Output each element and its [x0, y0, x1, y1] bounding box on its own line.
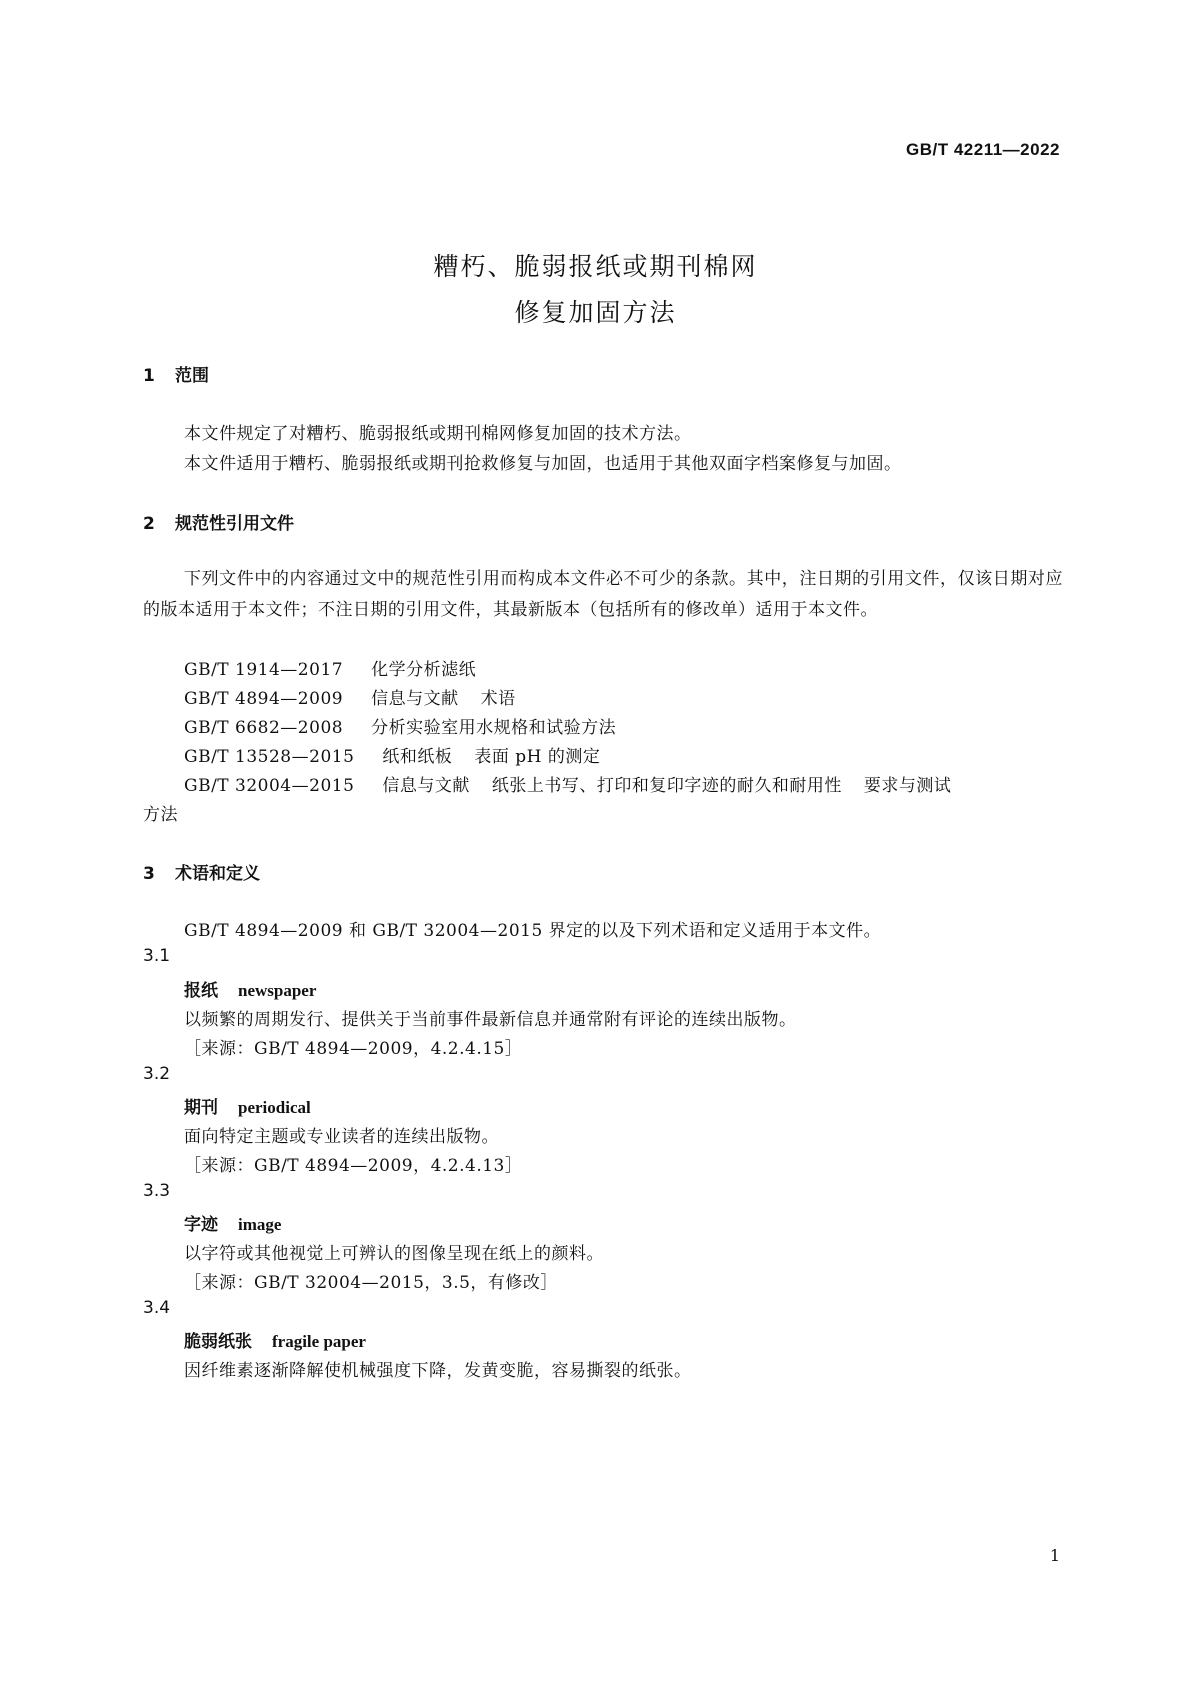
reference-title: 信息与文献 [382, 776, 470, 796]
term-number: 3.4 [143, 1298, 171, 1318]
reference-title-part: 术语 [480, 689, 516, 709]
reference-code: GB/T 1914—2017 [184, 660, 344, 680]
document-title [0, 244, 1191, 336]
section-1-para-2: 本文件适用于糟朽、脆弱报纸或期刊抢救修复与加固，也适用于其他双面字档案修复与加固。 [184, 454, 902, 474]
term-number: 3.1 [143, 946, 171, 966]
term-source: ［来源：GB/T 4894—2009，4.2.4.15］ [184, 1039, 523, 1059]
reference-title: 纸和纸板 [382, 747, 453, 767]
term-name-en: periodical [238, 1098, 311, 1117]
reference-code: GB/T 13528—2015 [184, 747, 355, 767]
normative-reference [184, 713, 616, 738]
reference-title: 化学分析滤纸 [371, 660, 477, 680]
term-definition: 以字符或其他视觉上可辨认的图像呈现在纸上的颜料。 [184, 1244, 604, 1264]
page-number: 1 [1049, 1546, 1060, 1565]
term-name [184, 1210, 281, 1235]
normative-reference [184, 742, 600, 767]
reference-code: GB/T 32004—2015 [184, 776, 355, 796]
section-3-heading [143, 859, 260, 884]
standard-code: GB/T 42211—2022 [906, 140, 1060, 159]
reference-title-part: 表面 pH 的测定 [474, 747, 601, 767]
section-2-intro: 下列文件中的内容通过文中的规范性引用而构成本文件必不可少的条款。其中，注日期的引用文件，仅该日期对应的版本适用于本文件；不注日期的引用文件，其最新版本（包括所有的修改单）适用于本文件。 [143, 569, 1063, 620]
reference-code: GB/T 4894—2009 [184, 689, 344, 709]
term-name-en: fragile paper [272, 1332, 366, 1351]
reference-title: 分析实验室用水规格和试验方法 [371, 718, 617, 738]
section-3-title: 术语和定义 [175, 864, 260, 884]
term-definition: 面向特定主题或专业读者的连续出版物。 [184, 1127, 499, 1147]
reference-title: 信息与文献 [371, 689, 459, 709]
term-name-zh: 字迹 [184, 1215, 218, 1235]
term-definition: 因纤维素逐渐降解使机械强度下降，发黄变脆，容易撕裂的纸张。 [184, 1361, 692, 1381]
title-line-1: 糟朽、脆弱报纸或期刊棉网 [433, 252, 758, 281]
term-name [184, 1327, 366, 1352]
term-source: ［来源：GB/T 4894—2009，4.2.4.13］ [184, 1156, 523, 1176]
section-1-para-1: 本文件规定了对糟朽、脆弱报纸或期刊棉网修复加固的技术方法。 [184, 424, 692, 444]
term-name-en: newspaper [238, 981, 317, 1000]
term-source: ［来源：GB/T 32004—2015，3.5，有修改］ [184, 1273, 558, 1293]
term-name-zh: 报纸 [184, 981, 218, 1001]
section-1-number: 1 [143, 366, 155, 386]
section-1-title: 范围 [175, 366, 209, 386]
term-name-en: image [238, 1215, 282, 1234]
term-name [184, 976, 316, 1001]
term-number: 3.3 [143, 1181, 171, 1201]
section-2-number: 2 [143, 514, 155, 534]
term-name [184, 1093, 311, 1118]
reference-continuation: 方法 [143, 805, 178, 825]
reference-title-part: 要求与测试 [863, 776, 952, 796]
reference-title-part: 纸张上书写、打印和复印字迹的耐久和耐用性 [491, 776, 842, 796]
normative-reference [184, 771, 951, 796]
term-definition: 以频繁的周期发行、提供关于当前事件最新信息并通常附有评论的连续出版物。 [184, 1010, 797, 1030]
section-2-title: 规范性引用文件 [175, 514, 294, 534]
section-2-heading [143, 509, 294, 534]
term-number: 3.2 [143, 1064, 171, 1084]
section-1-heading [143, 361, 209, 386]
term-name-zh: 脆弱纸张 [184, 1332, 252, 1352]
section-3-intro: GB/T 4894—2009 和 GB/T 32004—2015 界定的以及下列术语和定义适用于本文件。 [184, 921, 882, 941]
section-3-number: 3 [143, 864, 155, 884]
title-line-2: 修复加固方法 [514, 298, 677, 327]
term-name-zh: 期刊 [184, 1098, 218, 1118]
normative-reference [184, 655, 476, 680]
normative-reference [184, 684, 516, 709]
reference-code: GB/T 6682—2008 [184, 718, 344, 738]
